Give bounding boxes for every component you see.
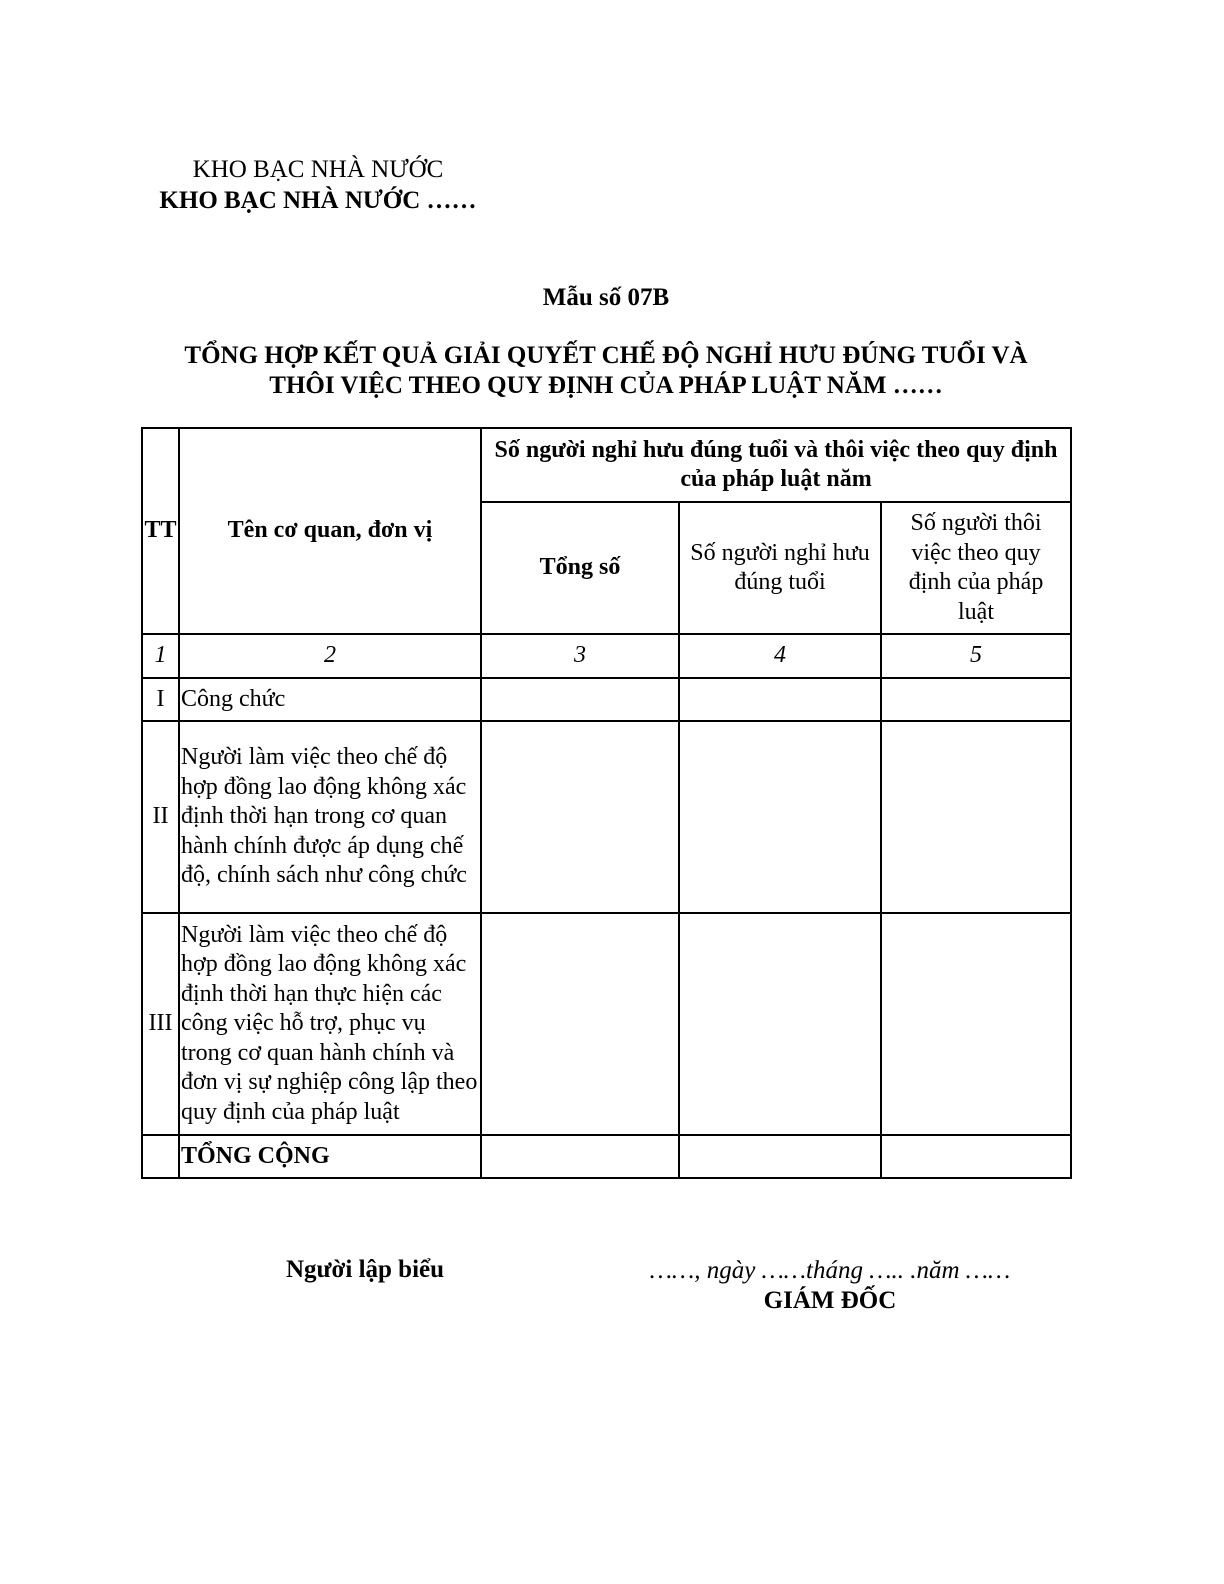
- total-row: [142, 1135, 1071, 1178]
- column-number: 2: [179, 634, 481, 678]
- preparer-signature-title: Người lập biểu: [285, 1256, 445, 1283]
- row-resigned-cell: [881, 721, 1071, 913]
- header-unit-name: Tên cơ quan, đơn vị: [179, 428, 481, 634]
- director-signature-block: [620, 1256, 1040, 1316]
- row-retired-cell: [679, 913, 881, 1135]
- table-header-row-1: [142, 428, 1071, 502]
- header-total: Tổng số: [481, 502, 679, 634]
- total-label: TỔNG CỘNG: [179, 1135, 481, 1178]
- header-resigned: Số người thôi việc theo quy định của pháp luật: [881, 502, 1071, 634]
- row-total-cell: [481, 913, 679, 1135]
- document-title-line2: THÔI VIỆC THEO QUY ĐỊNH CỦA PHÁP LUẬT NĂM ……: [269, 372, 943, 399]
- header-tt: TT: [142, 428, 179, 634]
- row-resigned-cell: [881, 678, 1071, 721]
- org-name-line1: KHO BẠC NHÀ NƯỚC: [192, 156, 444, 183]
- total-resigned-cell: [881, 1135, 1071, 1178]
- row-retired-cell: [679, 678, 881, 721]
- total-tt-cell: [142, 1135, 179, 1178]
- row-unit-name: Người làm việc theo chế độ hợp đồng lao động không xác định thời hạn trong cơ quan hành chính được áp dụng chế độ, chính sách như công chức: [179, 721, 481, 913]
- report-table: [141, 427, 1072, 1179]
- row-total-cell: [481, 721, 679, 913]
- column-number: 3: [481, 634, 679, 678]
- table-row: [142, 721, 1071, 913]
- column-number: 1: [142, 634, 179, 678]
- row-unit-name: Người làm việc theo chế độ hợp đồng lao động không xác định thời hạn thực hiện các công việc hỗ trợ, phục vụ trong cơ quan hành chính và đơn vị sự nghiệp công lập theo quy định của pháp luật: [179, 913, 481, 1135]
- row-tt: I: [142, 678, 179, 721]
- document-title-line1: TỔNG HỢP KẾT QUẢ GIẢI QUYẾT CHẾ ĐỘ NGHỈ HƯU ĐÚNG TUỔI VÀ: [184, 342, 1028, 369]
- row-total-cell: [481, 678, 679, 721]
- header-group: Số người nghỉ hưu đúng tuổi và thôi việc theo quy định của pháp luật năm: [481, 428, 1071, 502]
- total-retired-cell: [679, 1135, 881, 1178]
- row-tt: II: [142, 721, 179, 913]
- form-number: Mẫu số 07B: [542, 284, 670, 311]
- row-retired-cell: [679, 721, 881, 913]
- column-number: 4: [679, 634, 881, 678]
- organization-header: [148, 154, 488, 216]
- total-sum-cell: [481, 1135, 679, 1178]
- table-row: [142, 678, 1071, 721]
- column-number-row: [142, 634, 1071, 678]
- row-unit-name: Công chức: [179, 678, 481, 721]
- org-name-line2: KHO BẠC NHÀ NƯỚC ……: [159, 187, 477, 214]
- document-title: [100, 341, 1112, 401]
- row-tt: III: [142, 913, 179, 1135]
- date-line: ……, ngày ……tháng ….. .năm ……: [649, 1257, 1011, 1284]
- header-retired: Số người nghỉ hưu đúng tuổi: [679, 502, 881, 634]
- column-number: 5: [881, 634, 1071, 678]
- table-row: [142, 913, 1071, 1135]
- director-title: GIÁM ĐỐC: [763, 1287, 897, 1314]
- row-resigned-cell: [881, 913, 1071, 1135]
